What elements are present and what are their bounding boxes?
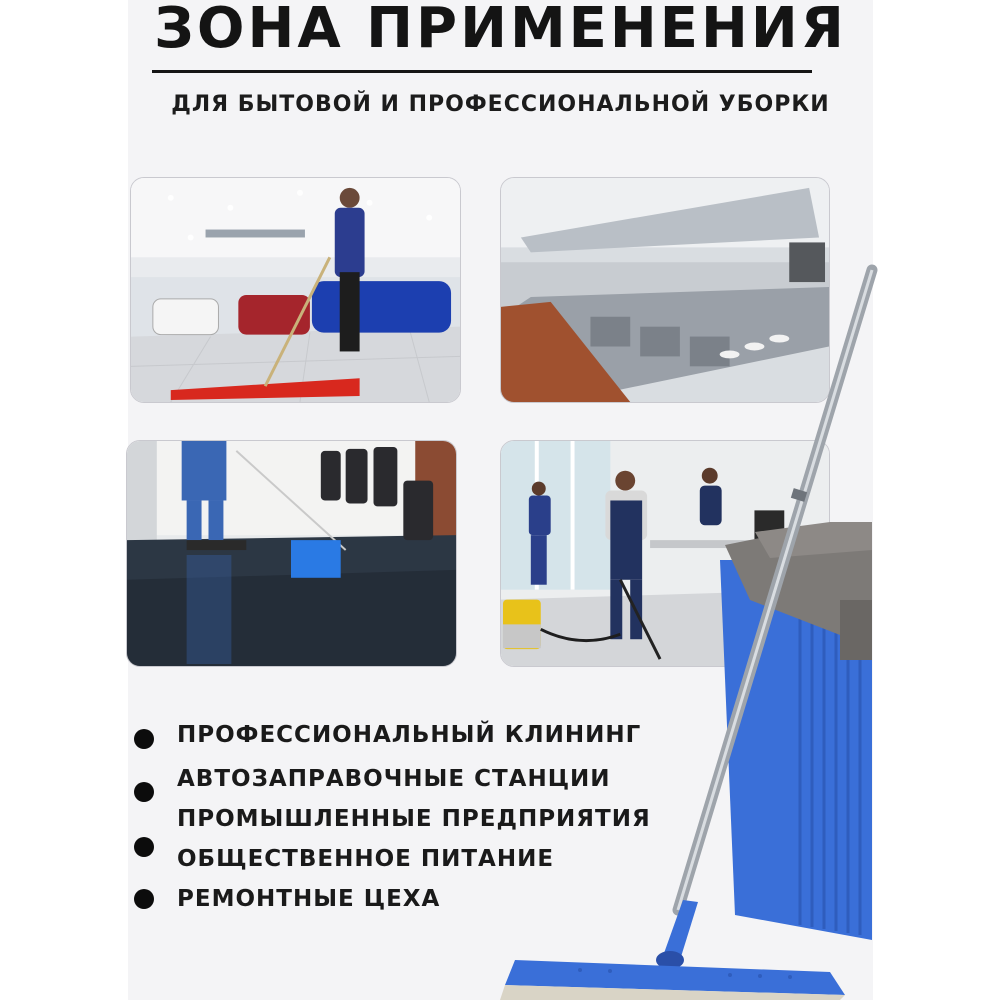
bullet-icon — [134, 729, 154, 749]
bullet-icon — [134, 889, 154, 909]
title-divider — [152, 70, 812, 73]
page-title: ЗОНА ПРИМЕНЕНИЯ — [154, 0, 847, 61]
photo-car-showroom — [130, 177, 461, 403]
photo-office-floor — [126, 440, 457, 667]
bullet-icon — [134, 837, 154, 857]
mop-bucket-illustration — [500, 260, 1000, 1000]
bullet-icon — [134, 782, 154, 802]
page-subtitle: ДЛЯ БЫТОВОЙ И ПРОФЕССИОНАЛЬНОЙ УБОРКИ — [171, 92, 830, 117]
